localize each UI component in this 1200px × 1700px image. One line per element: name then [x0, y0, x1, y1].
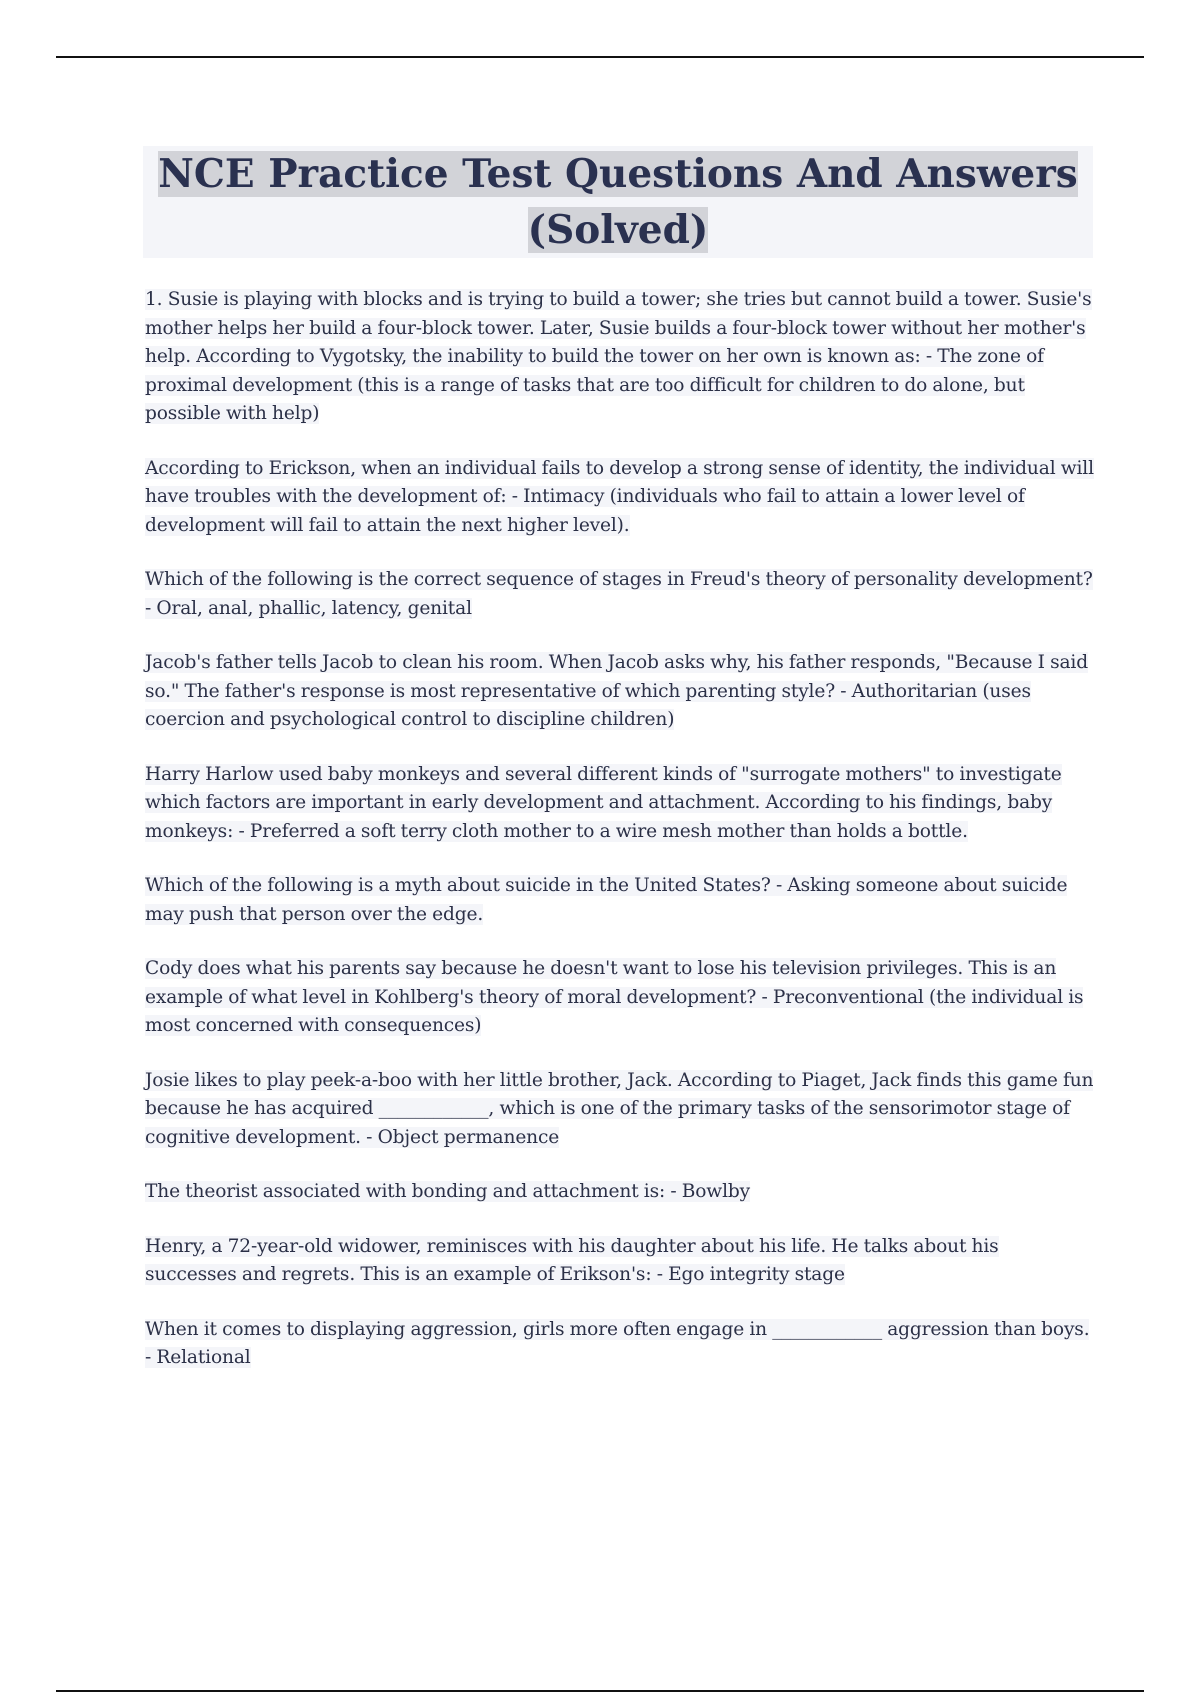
bottom-rule [56, 1690, 1144, 1692]
qa-text: Harry Harlow used baby monkeys and several different kinds of "surrogate mothers" to investigate which factors are important in early development and attachment. According to his findings, baby monkeys: - Preferred a soft terry cloth mother to a wire mesh mother than holds a bottle. [145, 763, 1062, 842]
qa-item [145, 1178, 1095, 1207]
qa-item [145, 872, 1095, 929]
title-line-2: (Solved) [527, 207, 709, 253]
qa-text: Josie likes to play peek-a-boo with her little brother, Jack. According to Piaget, Jack finds this game fun because he has acquired ____________, which is one of the primary tasks of the sensorimotor stage of cognitive development. - Object permanence [145, 1069, 1094, 1148]
qa-text: Which of the following is the correct sequence of stages in Freud's theory of personality development? - Oral, anal, phallic, latency, genital [145, 569, 1093, 619]
qa-item [145, 761, 1095, 847]
qa-text: When it comes to displaying aggression, girls more often engage in ____________ aggression than boys. - Relational [145, 1318, 1090, 1368]
qa-item [145, 286, 1095, 429]
qa-text: Cody does what his parents say because he doesn't want to lose his television privileges. This is an example of what level in Kohlberg's theory of moral development? - Preconventional (the individual is most concerned with consequences) [145, 958, 1084, 1036]
qa-item [145, 649, 1095, 735]
qa-text: Henry, a 72-year-old widower, reminisces with his daughter about his life. He talks about his successes and regrets. This is an example of Erikson's: - Ego integrity stage [145, 1235, 999, 1285]
qa-item [145, 1067, 1095, 1153]
title-line-1: NCE Practice Test Questions And Answers [158, 151, 1078, 197]
qa-item [145, 455, 1095, 541]
qa-item [145, 1316, 1095, 1373]
qa-text: Which of the following is a myth about suicide in the United States? - Asking someone about suicide may push that person over the edge. [145, 875, 1068, 925]
qa-item [145, 566, 1095, 623]
qa-text: Jacob's father tells Jacob to clean his room. When Jacob asks why, his father responds, "Because I said so." The father's response is most representative of which parenting style? - Authoritarian (uses coercion and psychological control to discipline children) [145, 652, 1088, 730]
top-rule [56, 56, 1144, 58]
qa-item [145, 955, 1095, 1041]
qa-text: The theorist associated with bonding and attachment is: - Bowlby [145, 1181, 750, 1202]
qa-list [145, 286, 1095, 1399]
document-title [143, 146, 1093, 258]
qa-text: 1. Susie is playing with blocks and is trying to build a tower; she tries but cannot build a tower. Susie's mother helps her build a four-block tower. Later, Susie builds a four-block tower without her mother's help. According to Vygotsky, the inability to build the tower on her own is known as: - The zone of proximal development (this is a range of tasks that are too difficult for children to do alone, but possible with help) [145, 289, 1092, 424]
qa-text: According to Erickson, when an individual fails to develop a strong sense of identity, the individual will have troubles with the development of: - Intimacy (individuals who fail to attain a lower level of development will fail to attain the next higher level). [145, 457, 1094, 536]
qa-item [145, 1233, 1095, 1290]
